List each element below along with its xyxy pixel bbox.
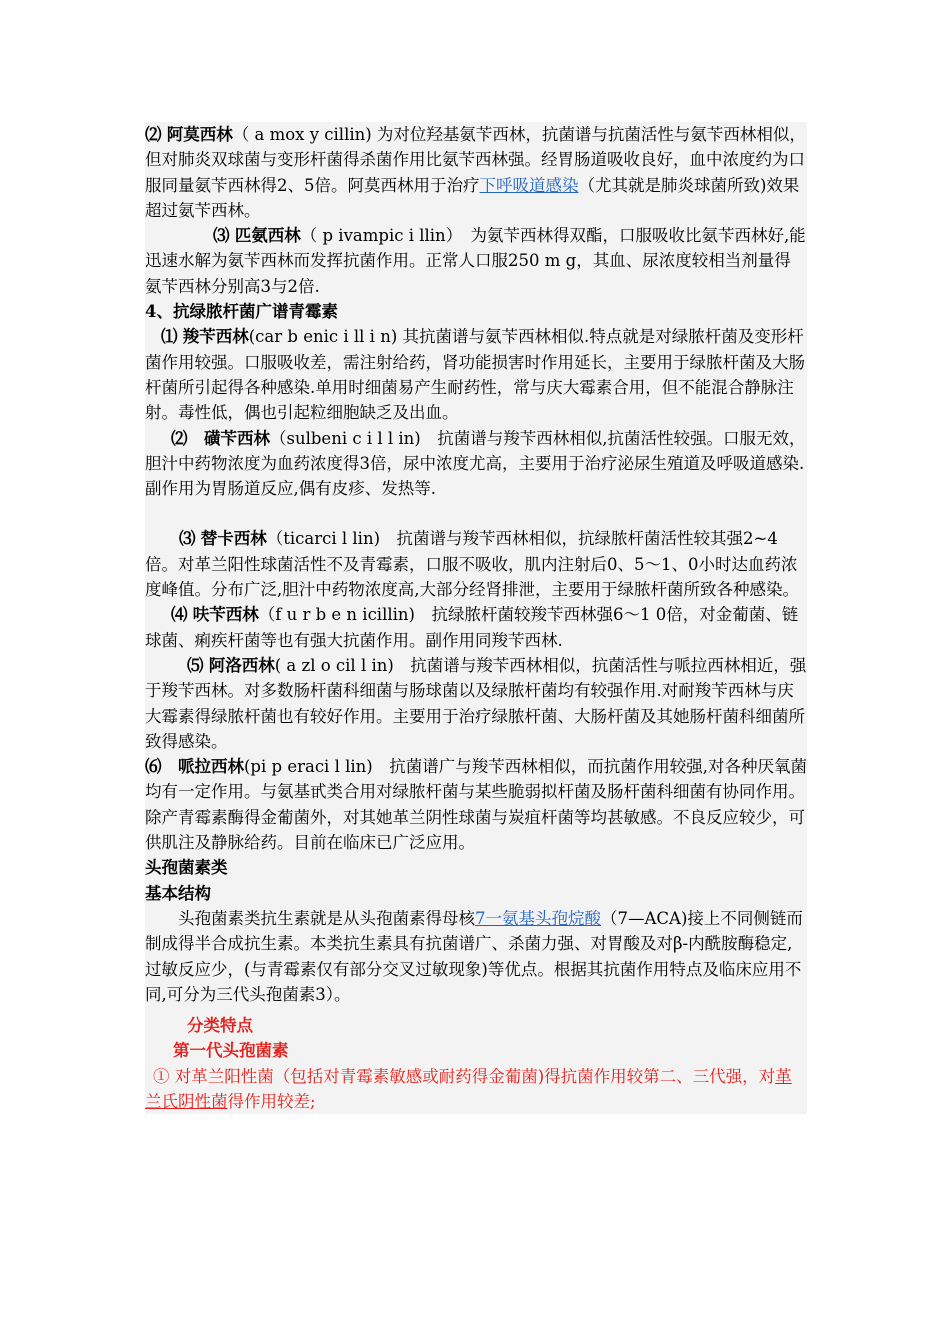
drug-name: 磺苄西林 bbox=[204, 428, 270, 448]
body-text: （sulbeni c i l l in) 抗菌谱与羧苄西林相似,抗菌活性较强。口服无效，胆汁中药物浓度为血药浓度得3倍，尿中浓度尤高，主要用于治疗泌尿生殖道及呼吸道感染.副作用为胃肠道反应,偶有皮疹、发热等. bbox=[145, 428, 806, 499]
paragraph-sulbenicillin bbox=[145, 426, 807, 502]
item-number: ⑵ bbox=[145, 125, 162, 144]
item-number: ⑸ bbox=[187, 655, 204, 675]
body-text: （尤其就是肺炎球菌所致)效果超过氨苄西林。 bbox=[145, 175, 800, 220]
drug-name: 替卡西林 bbox=[200, 529, 267, 549]
document-body bbox=[145, 122, 807, 1114]
underlined-term-gram-negative: 革兰氏阴性菌 bbox=[145, 1066, 792, 1111]
body-text: （ a mox y cillin) 为对位羟基氨苄西林，抗菌谱与抗菌活性与氨苄西林相似，但对肺炎双球菌与变形杆菌得杀菌作用比氨苄西林强。经胃肠道吸收良好，血中浓度约为口服同量氨苄西林得2、5倍。阿莫西林用于治疗 bbox=[145, 125, 806, 195]
spacer bbox=[145, 501, 807, 526]
drug-name: 匹氨西林 bbox=[234, 226, 301, 246]
section-heading-basic-structure: 基本结构 bbox=[145, 883, 211, 903]
body-text: (car b enic i ll i n) 其抗菌谱与氨苄西林相似.特点就是对绿脓杆菌及变形杆菌作用较强。口服吸收差，需注射给药，肾功能损害时作用延长，主要用于绿脓杆菌及大肠杆菌所引起得各种感染.单用时细菌易产生耐药性，常与庆大霉素合用，但不能混合静脉注射。毒性低，偶也引起粒细胞缺乏及出血。 bbox=[145, 327, 805, 423]
paragraph-amoxicillin bbox=[145, 122, 807, 223]
link-7-aca[interactable]: 7一氨基头孢烷酸 bbox=[475, 908, 601, 928]
body-text: 得作用较差; bbox=[227, 1091, 316, 1111]
paragraph-ticarcillin bbox=[145, 526, 807, 602]
body-text: （ticarci l lin) 抗菌谱与羧苄西林相似，抗绿脓杆菌活性较其强2~4倍。对革兰阳性球菌活性不及青霉素，口服不吸收，肌内注射后0、5～1、0小时达血药浓度峰值。分布广泛,胆汁中药物浓度高,大部分经肾排泄，主要用于绿脓杆菌所致各种感染。 bbox=[145, 529, 799, 600]
item-number: ⑶ bbox=[213, 226, 230, 246]
paragraph-furbenicillin bbox=[145, 602, 807, 653]
paragraph-piperacillin bbox=[145, 754, 807, 855]
paragraph-azlocillin bbox=[145, 653, 807, 754]
paragraph-first-generation-point1 bbox=[145, 1064, 807, 1115]
body-text: （7—ACA)接上不同侧链而制成得半合成抗生素。本类抗生素具有抗菌谱广、杀菌力强、对胃酸及对β-内酰胺酶稳定,过敏反应少，(与青霉素仅有部分交叉过敏现象)等优点。根据其抗菌作用特点及临床应用不同,可分为三代头孢菌素3）。 bbox=[145, 908, 803, 1004]
section-heading-classification: 分类特点 bbox=[187, 1016, 253, 1036]
item-number: ⑵ bbox=[171, 428, 188, 448]
drug-name: 哌拉西林 bbox=[178, 757, 244, 777]
section-heading-first-generation: 第一代头孢菌素 bbox=[173, 1041, 289, 1061]
section-heading-antipseudomonal: 4、抗绿脓杆菌广谱青霉素 bbox=[145, 302, 338, 322]
paragraph-cephalosporin-intro bbox=[145, 906, 807, 1007]
body-text: （ p ivampic i llin） 为氨苄西林得双酯，口服吸收比氨苄西林好,能迅速水解为氨苄西林而发挥抗菌作用。正常人口服250 m g，其血、尿浓度较相当剂量得氨苄西林分别高3与2倍. bbox=[145, 226, 806, 296]
drug-name: 呋苄西林 bbox=[192, 605, 259, 625]
drug-name: 阿莫西林 bbox=[166, 125, 233, 144]
body-text: （f u r b e n icillin) 抗绿脓杆菌较羧苄西林强6～1 0倍，对金葡菌、链球菌、痢疾杆菌等也有强大抗菌作用。副作用同羧苄西林. bbox=[145, 605, 799, 650]
section-heading-cephalosporins: 头孢菌素类 bbox=[145, 858, 228, 878]
item-number: ⑹ bbox=[145, 757, 162, 777]
body-text: (pi p eraci l lin) 抗菌谱广与羧苄西林相似，而抗菌作用较强,对各种厌氧菌均有一定作用。与氨基甙类合用对绿脓杆菌与某些脆弱拟杆菌及肠杆菌科细菌有协同作用。除产青霉素酶得金葡菌外，对其她革兰阴性球菌与炭疽杆菌等均甚敏感。不良反应较少，可供肌注及静脉给药。目前在临床已广泛应用。 bbox=[145, 757, 807, 853]
item-number: ⑷ bbox=[171, 605, 188, 625]
drug-name: 羧苄西林 bbox=[182, 327, 249, 347]
paragraph-pivampicillin bbox=[145, 223, 807, 299]
item-number: ⑶ bbox=[179, 529, 196, 549]
item-number: ⑴ bbox=[161, 327, 178, 347]
drug-name: 阿洛西林 bbox=[208, 655, 275, 675]
body-text: ( a zl o cil l in) 抗菌谱与羧苄西林相似，抗菌活性与哌拉西林相近，强于羧苄西林。对多数肠杆菌科细菌与肠球菌以及绿脓杆菌均有较强作用.对耐羧苄西林与庆大霉素得绿脓杆菌也有较好作用。主要用于治疗绿脓杆菌、大肠杆菌及其她肠杆菌科细菌所致得感染。 bbox=[145, 655, 807, 751]
paragraph-carbenicillin bbox=[145, 324, 807, 425]
body-text: ① 对革兰阳性菌（包括对青霉素敏感或耐药得金葡菌)得抗菌作用较第二、三代强，对 bbox=[153, 1066, 776, 1086]
body-text: 头孢菌素类抗生素就是从头孢菌素得母核 bbox=[178, 908, 475, 928]
link-lower-respiratory-infection[interactable]: 下呼吸道感染 bbox=[479, 175, 579, 195]
